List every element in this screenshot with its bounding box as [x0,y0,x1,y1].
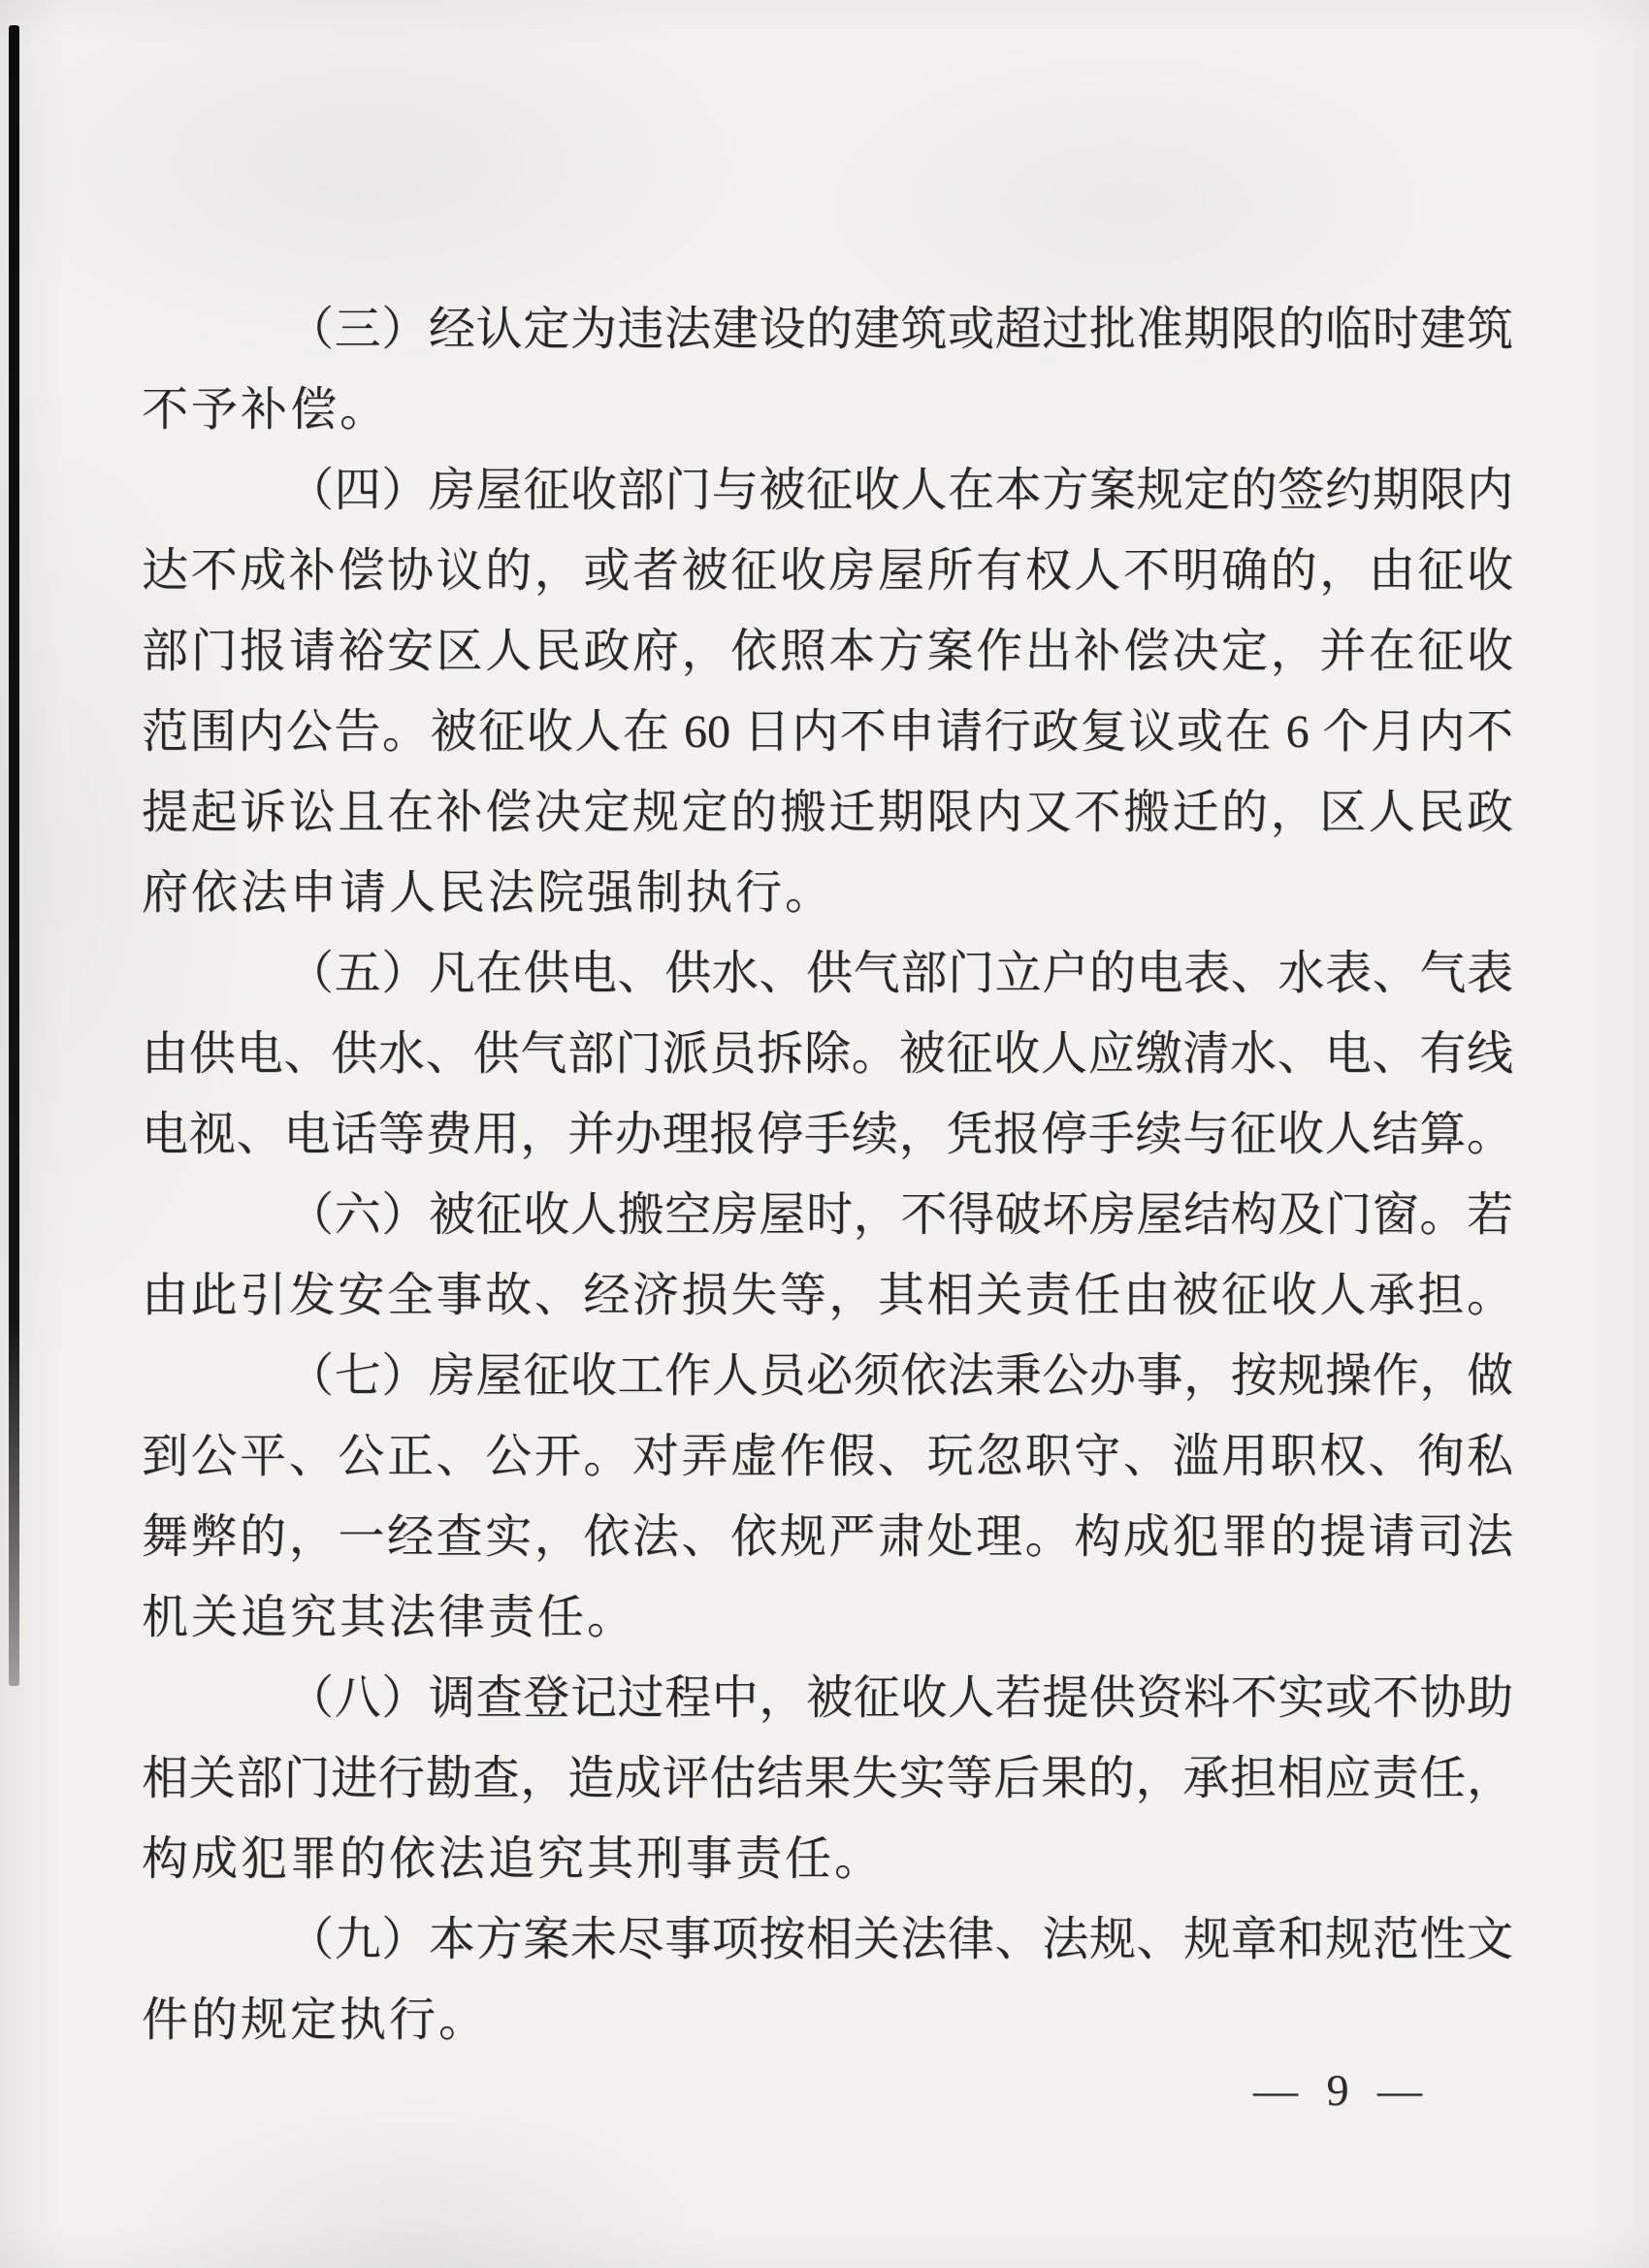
document-line: 范围内公告。被征收人在 60 日内不申请行政复议或在 6 个月内不 [142,706,1513,758]
document-line: 到公平、公正、公开。对弄虚作假、玩忽职守、滥用职权、徇私 [142,1431,1513,1482]
document-line: 达不成补偿协议的，或者被征收房屋所有权人不明确的，由征收 [142,545,1513,597]
document-line: 相关部门进行勘查，造成评估结果失实等后果的，承担相应责任， [142,1753,1513,1804]
document-line: 部门报请裕安区人民政府，依照本方案作出补偿决定，并在征收 [142,626,1513,677]
document-line: 由供电、供水、供气部门派员拆除。被征收人应缴清水、电、有线 [142,1028,1513,1080]
document-line: （六）被征收人搬空房屋时，不得破坏房屋结构及门窗。若 [287,1189,1513,1241]
document-line: 件的规定执行。 [142,1994,489,2046]
document-line: 机关追究其法律责任。 [142,1592,637,1643]
document-line: （五）凡在供电、供水、供气部门立户的电表、水表、气表 [287,948,1513,999]
page-number: — 9 — [1253,2065,1431,2115]
document-line: 府依法申请人民法院强制执行。 [142,867,835,919]
scan-edge-artifact [9,25,19,1686]
document-line: 舞弊的，一经查实，依法、依规严肃处理。构成犯罪的提请司法 [142,1511,1513,1563]
document-body [142,289,1513,2060]
document-line: （八）调查登记过程中，被征收人若提供资料不实或不协助 [287,1672,1513,1724]
document-line: 构成犯罪的依法追究其刑事责任。 [142,1833,885,1885]
document-line: （四）房屋征收部门与被征收人在本方案规定的签约期限内 [287,465,1513,516]
document-line: 由此引发安全事故、经济损失等，其相关责任由被征收人承担。 [142,1270,1513,1321]
document-line: 电视、电话等费用，并办理报停手续，凭报停手续与征收人结算。 [142,1109,1513,1160]
document-line: 不予补偿。 [142,384,390,436]
document-line: （九）本方案未尽事项按相关法律、法规、规章和规范性文 [287,1914,1513,1965]
document-line: （七）房屋征收工作人员必须依法秉公办事，按规操作，做 [287,1350,1513,1402]
document-line: 提起诉讼且在补偿决定规定的搬迁期限内又不搬迁的，区人民政 [142,787,1513,838]
document-line: （三）经认定为违法建设的建筑或超过批准期限的临时建筑 [287,304,1513,355]
